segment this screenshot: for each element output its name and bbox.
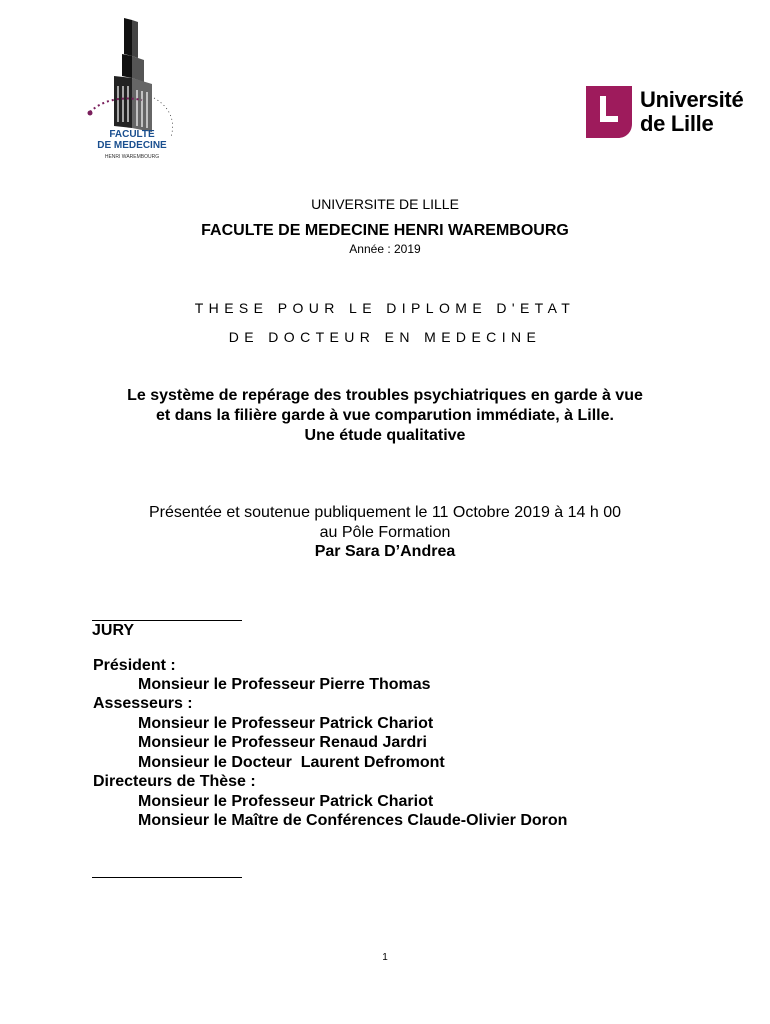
divider-top [92, 620, 242, 621]
thesis-title-line3: Une étude qualitative [304, 427, 466, 444]
assessors-label: Assesseurs : [93, 695, 193, 712]
faculty-heading: FACULTE DE MEDECINE HENRI WAREMBOURG [201, 222, 569, 239]
assessor-name: Monsieur le Professeur Patrick Chariot [138, 715, 434, 732]
faculty-logo-line3: HENRI WAREMBOURG [104, 154, 160, 160]
faculty-logo-line2: DE MEDECINE [97, 140, 167, 151]
university-logo [586, 84, 756, 140]
university-logo-line2: de Lille [640, 111, 714, 136]
page-number: 1 [382, 952, 388, 963]
thesis-title-line2: et dans la filière garde à vue comparution immédiate, à Lille. [156, 407, 614, 424]
faculty-logo [82, 16, 182, 171]
thesis-type-line2: DE DOCTEUR EN MEDECINE [228, 329, 542, 345]
president-label: Président : [93, 657, 176, 674]
faculty-building-icon [82, 16, 182, 136]
university-heading: UNIVERSITE DE LILLE [311, 196, 459, 212]
divider-bottom [92, 877, 242, 878]
director-name: Monsieur le Maître de Conférences Claude-Olivier Doron [138, 812, 568, 829]
university-logo-line1: Université [640, 87, 744, 112]
university-emblem-icon [586, 86, 632, 138]
president-name: Monsieur le Professeur Pierre Thomas [138, 676, 431, 693]
academic-year: Année : 2019 [349, 242, 421, 256]
jury-heading: JURY [92, 622, 135, 639]
defense-place: au Pôle Formation [319, 524, 451, 541]
thesis-title-line1: Le système de repérage des troubles psychiatriques en garde à vue [127, 387, 643, 404]
directors-label: Directeurs de Thèse : [93, 773, 256, 790]
defense-date: Présentée et soutenue publiquement le 11 Octobre 2019 à 14 h 00 [148, 504, 622, 521]
assessor-name: Monsieur le Professeur Renaud Jardri [138, 734, 427, 751]
author-name: Par Sara D’Andrea [314, 543, 456, 560]
thesis-type-line1: THESE POUR LE DIPLOME D'ETAT [194, 300, 576, 316]
director-name: Monsieur le Professeur Patrick Chariot [138, 793, 434, 810]
assessor-name: Monsieur le Docteur Laurent Defromont [138, 754, 445, 771]
faculty-logo-line1: FACULTE [109, 129, 155, 140]
